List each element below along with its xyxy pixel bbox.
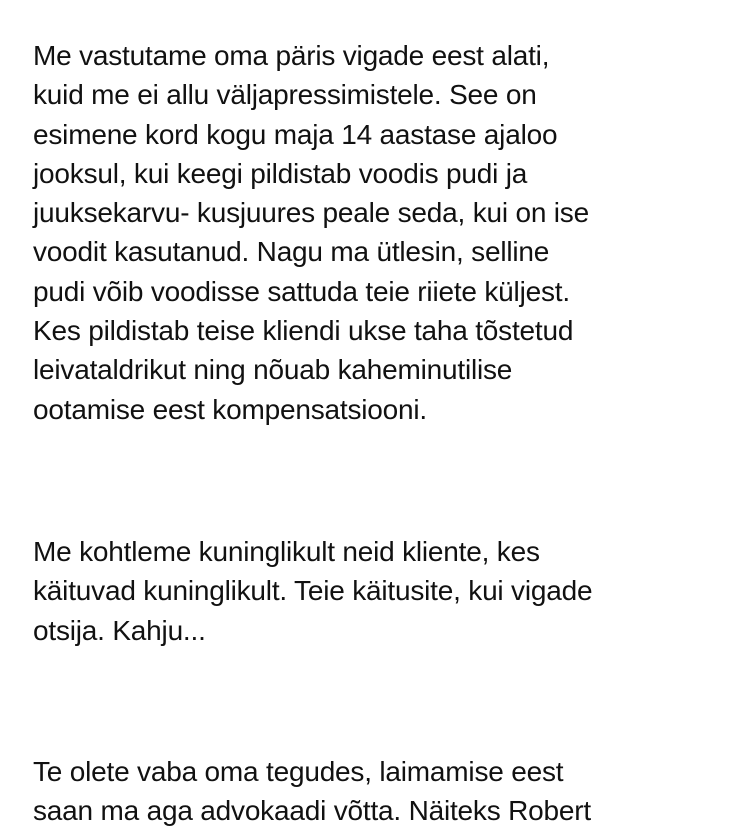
text-line: käituvad kuninglikult. Teie käitusite, kui vigade [33,575,593,607]
message-paragraph-1 [33,36,589,429]
text-line: pudi võib voodisse sattuda teie riiete küljest. [33,275,570,307]
text-line: Me kohtleme kuninglikult neid kliente, kes [33,536,540,567]
message-paragraph-2 [33,532,592,650]
text-line: Me vastutame oma päris vigade eest alati, [33,40,550,71]
text-line: kuid me ei allu väljapressimistele. See on [33,79,537,111]
text-line: leivataldrikut ning nõuab kaheminutilise [33,354,513,386]
message-paragraph-3 [33,752,591,831]
text-line: Te olete vaba oma tegudes, laimamise eest [33,756,564,787]
text-line: saan ma aga advokaadi võtta. Näiteks Robert [33,795,591,827]
text-line: esimene kord kogu maja 14 aastase ajaloo [33,118,558,150]
text-line: voodit kasutanud. Nagu ma ütlesin, selline [33,236,550,268]
text-line: juuksekarvu- kusjuures peale seda, kui on ise [33,197,589,229]
text-line: jooksul, kui keegi pildistab voodis pudi ja [33,157,528,189]
text-line: otsija. Kahju... [33,614,206,646]
text-line: Kes pildistab teise kliendi ukse taha tõstetud [33,315,574,347]
text-line: ootamise eest kompensatsiooni. [33,393,427,425]
